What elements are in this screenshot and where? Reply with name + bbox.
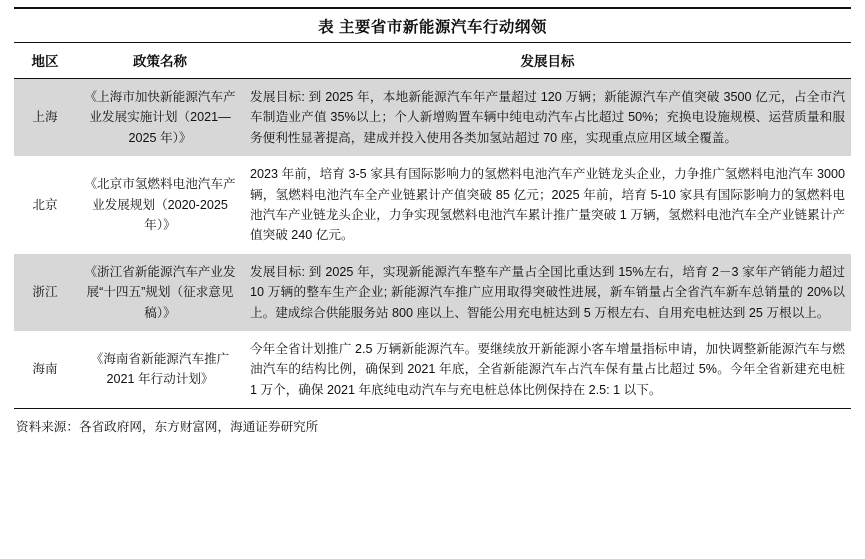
cell-policy: 《浙江省新能源汽车产业发展“十四五”规划（征求意见稿）》: [76, 254, 244, 331]
cell-region: 浙江: [14, 254, 76, 331]
table-header: [14, 43, 851, 79]
table-row: [14, 156, 851, 254]
table-row: [14, 79, 851, 157]
column-header-region: 地区: [14, 43, 76, 79]
document-page: [0, 7, 865, 559]
cell-policy: 《海南省新能源汽车推广 2021 年行动计划》: [76, 331, 244, 408]
source-block: [14, 408, 851, 436]
table-row: [14, 331, 851, 408]
table-body: [14, 79, 851, 409]
table-row: [14, 254, 851, 331]
column-header-policy: 政策名称: [76, 43, 244, 79]
page-title: 表 主要省市新能源汽车行动纲领: [318, 19, 547, 36]
cell-goal: 2023 年前，培育 3-5 家具有国际影响力的氢燃料电池汽车产业链龙头企业，力争推广氢燃料电池汽车 3000 辆，氢燃料电池汽车全产业链累计产值突破 85 亿元；2025 年前，培育 5-10 家具有国际影响力的氢燃料电池汽车产业链龙头企业，力争实现氢燃料电池汽车累计推广量突破 1 万辆，氢燃料电池汽车全产业链累计产值突破 240 亿元。: [244, 156, 851, 254]
policy-table: [14, 43, 851, 408]
cell-goal: 发展目标: 到 2025 年，本地新能源汽车年产量超过 120 万辆；新能源汽车产值突破 3500 亿元，占全市汽车制造业产值 35%以上；个人新增购置车辆中纯电动汽车占比超过 50%；充换电设施规模、运营质量和服务便利性显著提高，建成并投入使用各类加氢站超过 70 座，实现重点应用区域全覆盖。: [244, 79, 851, 157]
cell-region: 北京: [14, 156, 76, 254]
cell-goal: 今年全省计划推广 2.5 万辆新能源汽车。要继续放开新能源小客车增量指标申请，加快调整新能源汽车与燃油汽车的结构比例，确保到 2021 年底，全省新能源汽车占汽车保有量占比超过 5%。今年全省新建充电桩 1 万个，确保 2021 年底纯电动汽车与充电桩总体比例保持在 2.5: 1 以下。: [244, 331, 851, 408]
table-title-block: [14, 7, 851, 43]
table-header-row: [14, 43, 851, 79]
cell-policy: 《上海市加快新能源汽车产业发展实施计划（2021—2025 年）》: [76, 79, 244, 157]
source-note: 资料来源：各省政府网，东方财富网，海通证券研究所: [16, 420, 319, 435]
cell-policy: 《北京市氢燃料电池汽车产业发展规划（2020-2025 年）》: [76, 156, 244, 254]
cell-region: 上海: [14, 79, 76, 157]
cell-goal: 发展目标: 到 2025 年，实现新能源汽车整车产量占全国比重达到 15%左右，培育 2－3 家年产销能力超过 10 万辆的整车生产企业; 新能源汽车推广应用取得突破性进展，新车销量占全省汽车新车总销量的 20%以上。建成综合供能服务站 800 座以上、智能公用充电桩达到 5 万根左右、自用充电桩达到 25 万根以上。: [244, 254, 851, 331]
column-header-goal: 发展目标: [244, 43, 851, 79]
cell-region: 海南: [14, 331, 76, 408]
